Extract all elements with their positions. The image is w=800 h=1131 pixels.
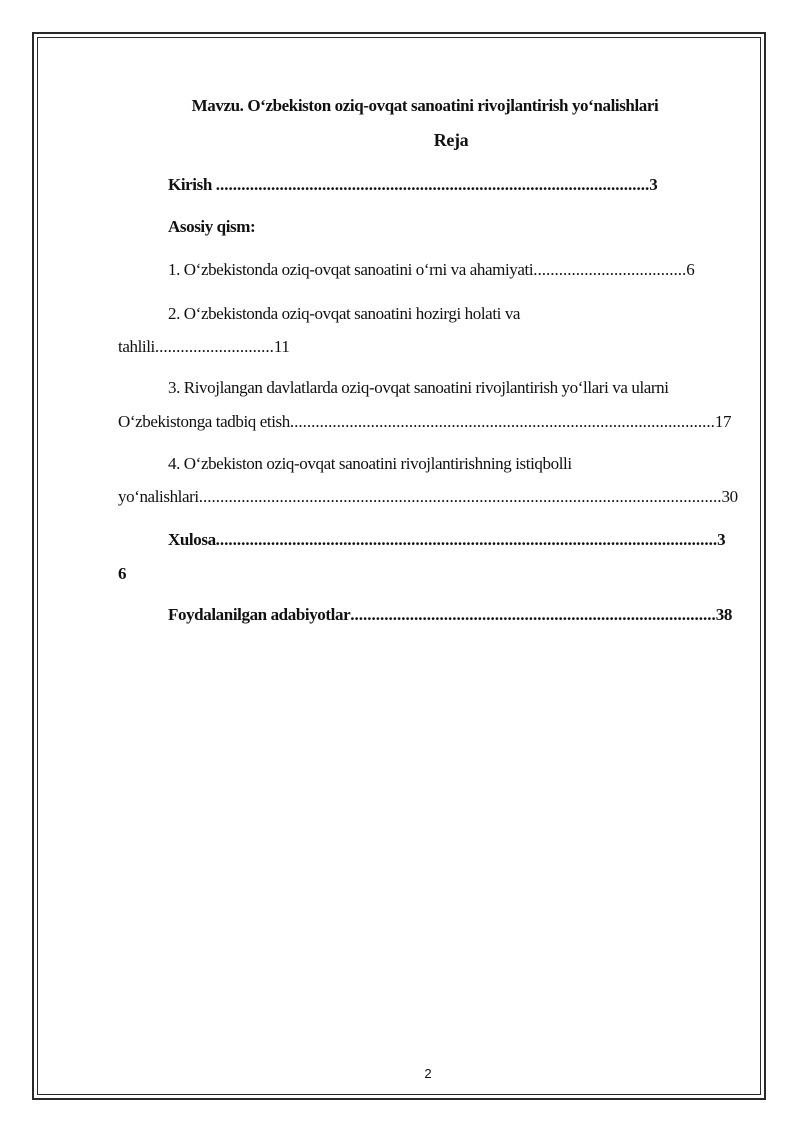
toc-entry-3-line2 [118,412,731,432]
toc-entry-page: 3 [717,530,726,549]
toc-entry-label: Kirish [168,175,212,194]
toc-entry-page: 11 [273,337,290,356]
toc-entry-page: 17 [714,412,732,431]
toc-entry-dots: ...................................................................................................... [215,175,650,194]
toc-entry-4-line2 [118,487,738,507]
toc-entry-3-line1: 3. Rivojlangan davlatlarda oziq-ovqat sanoatini rivojlantirish yo‘llari va ularni [168,378,669,397]
toc-entry-label: Foydalanilgan adabiyotlar [168,605,351,624]
toc-entry-conclusion-page-continued: 6 [118,564,127,583]
document-title: Mavzu. O‘zbekiston oziq-ovqat sanoatini rivojlantirish yo‘nalishlari [191,96,659,115]
toc-entry-dots: ...................................................................................................................... [215,530,718,549]
page-number: 2 [424,1066,432,1081]
toc-entry-label: O‘zbekistonga tadbiq etish [118,412,290,431]
toc-entry-conclusion [168,530,725,550]
toc-entry-page: 30 [721,487,738,506]
toc-entry-references [168,605,732,625]
toc-entry-page: 6 [686,260,695,279]
toc-entry-label: Xulosa [168,530,216,549]
toc-entry-label: tahlili [118,337,155,356]
document-subtitle: Reja [433,130,469,150]
page-border-inner [37,37,761,1095]
toc-entry-1 [168,260,694,280]
toc-entry-dots: ............................ [154,337,274,356]
toc-entry-page: 38 [715,605,732,624]
toc-entry-page: 3 [649,175,658,194]
toc-entry-4-line1: 4. O‘zbekiston oziq-ovqat sanoatini rivojlantirishning istiqbolli [168,454,572,473]
toc-entry-2-line1: 2. O‘zbekistonda oziq-ovqat sanoatini hozirgi holati va [168,304,521,323]
toc-entry-dots: .................................... [533,260,687,279]
toc-entry-intro [168,175,657,195]
toc-entry-dots: .................................................................................................... [289,412,715,431]
toc-entry-dots: ...................................................................................... [350,605,716,624]
toc-entry-2-line2 [118,337,289,357]
toc-main-heading: Asosiy qism: [168,217,256,236]
toc-entry-label: yo‘nalishlari [118,487,199,506]
toc-entry-label: 1. O‘zbekistonda oziq-ovqat sanoatini o‘rni va ahamiyati [168,260,534,279]
toc-entry-dots: ........................................................................................................................... [198,487,722,506]
